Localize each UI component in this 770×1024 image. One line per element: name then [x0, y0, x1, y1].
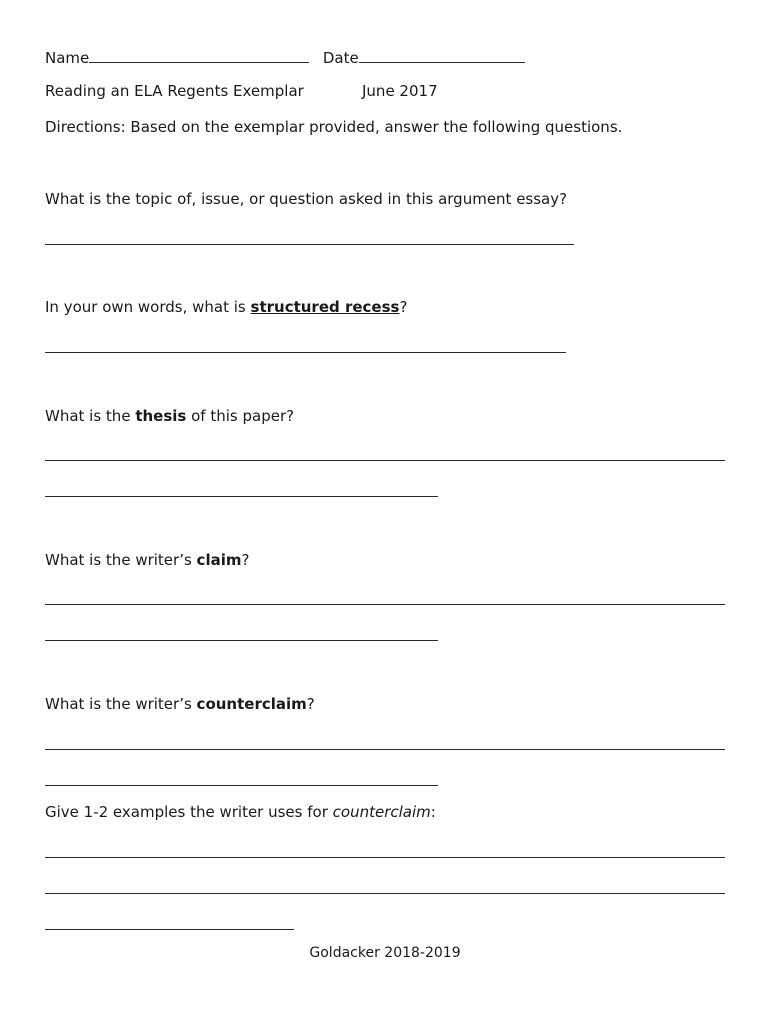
- question-5-suffix: ?: [306, 695, 315, 713]
- answer-line-6a[interactable]: [45, 857, 725, 858]
- question-4-prefix: What is the writer’s: [45, 551, 197, 569]
- worksheet-date: June 2017: [362, 82, 438, 100]
- date-label: Date: [322, 49, 359, 67]
- question-6-prefix: Give 1-2 examples the writer uses for: [45, 803, 333, 821]
- question-3-suffix: of this paper?: [186, 407, 295, 425]
- answer-line-2a[interactable]: [45, 352, 566, 353]
- directions: Directions: Based on the exemplar provided, answer the following questions.: [45, 118, 623, 136]
- question-4-suffix: ?: [241, 551, 250, 569]
- answer-line-1a[interactable]: [45, 244, 574, 245]
- question-4: [45, 553, 249, 568]
- question-2-term: structured recess: [250, 298, 400, 316]
- question-6: [45, 805, 436, 820]
- footer-credit: Goldacker 2018-2019: [309, 945, 461, 961]
- answer-line-5a[interactable]: [45, 749, 725, 750]
- question-5-term: counterclaim: [196, 695, 307, 713]
- question-6-term: counterclaim: [332, 803, 431, 821]
- question-5-prefix: What is the writer’s: [45, 695, 197, 713]
- name-label: Name: [45, 49, 90, 67]
- answer-line-6c[interactable]: [45, 929, 294, 930]
- answer-line-4b[interactable]: [45, 640, 438, 641]
- question-3-term: thesis: [135, 407, 187, 425]
- question-2-prefix: In your own words, what is: [45, 298, 251, 316]
- answer-line-4a[interactable]: [45, 604, 725, 605]
- question-2-suffix: ?: [399, 298, 408, 316]
- question-6-suffix: :: [430, 803, 436, 821]
- answer-line-3b[interactable]: [45, 496, 438, 497]
- question-3: [45, 409, 294, 424]
- question-3-prefix: What is the: [45, 407, 136, 425]
- question-2: [45, 300, 407, 315]
- answer-line-6b[interactable]: [45, 893, 725, 894]
- answer-line-3a[interactable]: [45, 460, 725, 461]
- name-field[interactable]: [89, 48, 309, 63]
- question-5: [45, 697, 315, 712]
- date-field[interactable]: [359, 48, 525, 63]
- name-date-row: [45, 48, 525, 66]
- question-1: What is the topic of, issue, or question asked in this argument essay?: [45, 190, 568, 208]
- answer-line-5b[interactable]: [45, 785, 438, 786]
- worksheet-title: Reading an ELA Regents Exemplar: [45, 82, 304, 100]
- question-4-term: claim: [196, 551, 242, 569]
